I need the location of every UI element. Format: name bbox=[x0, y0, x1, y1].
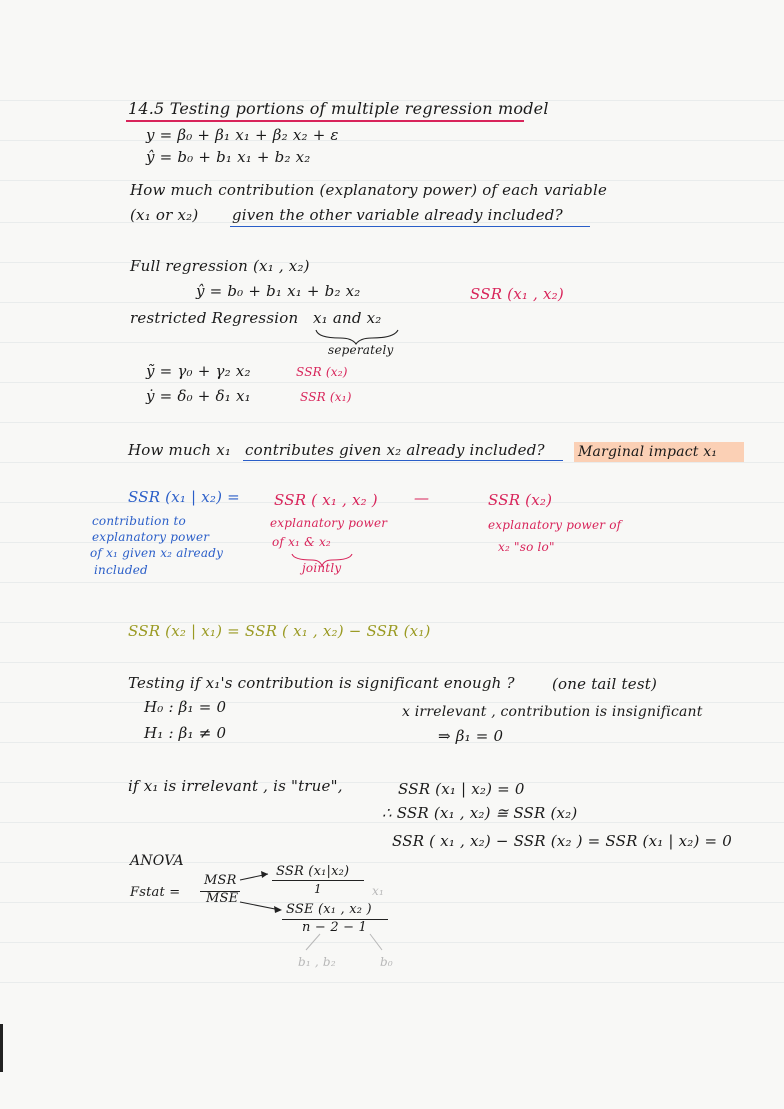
test-tail: (one tail test) bbox=[552, 675, 658, 693]
restricted-eq2-ssr: SSR (x₁) bbox=[300, 390, 352, 404]
population-model: y = β₀ + β₁ x₁ + β₂ x₂ + ε bbox=[146, 126, 339, 144]
decomp-right: SSR (x₂) bbox=[488, 491, 553, 509]
irrelevant-line1: SSR (x₁ | x₂) = 0 bbox=[398, 780, 525, 798]
decomp-lhs-note3: of x₁ given x₂ already bbox=[90, 546, 224, 560]
decomp-right-note2: x₂ "so lo" bbox=[498, 540, 555, 554]
anova-den-den: n − 2 − 1 bbox=[302, 920, 368, 935]
anova-foot1: b₁ , b₂ bbox=[298, 955, 336, 969]
full-regression-eq: ŷ = b₀ + b₁ x₁ + b₂ x₂ bbox=[196, 282, 361, 300]
olive-equation: SSR (x₂ | x₁) = SSR ( x₁ , x₂) − SSR (x₁) bbox=[128, 622, 431, 640]
test-implies: ⇒ β₁ = 0 bbox=[438, 727, 504, 745]
decomp-mid-note1: explanatory power bbox=[270, 516, 388, 530]
irrelevant-line2: ∴ SSR (x₁ , x₂) ≅ SSR (x₂) bbox=[382, 804, 578, 822]
marginal-impact-tag: Marginal impact x₁ bbox=[578, 444, 718, 460]
arrow-line bbox=[306, 934, 320, 950]
page-edge-mark bbox=[0, 1024, 3, 1072]
irrelevant-line3: SSR ( x₁ , x₂) − SSR (x₂ ) = SSR (x₁ | x₂) = 0 bbox=[392, 832, 733, 850]
question-line2b: given the other variable already included? bbox=[232, 206, 563, 224]
arrow-head bbox=[274, 906, 282, 913]
anova-num: SSR (x₁|x₂) bbox=[276, 864, 350, 879]
test-h0-note: x irrelevant , contribution is insignificant bbox=[402, 704, 703, 720]
anova-mse: MSE bbox=[206, 891, 239, 906]
anova-fstat: Fstat = bbox=[130, 885, 181, 900]
anova-num-side: x₁ bbox=[372, 884, 384, 898]
test-h0: H₀ : β₁ = 0 bbox=[144, 698, 227, 716]
decomp-minus: — bbox=[414, 489, 430, 507]
restricted-label: restricted Regression bbox=[130, 309, 299, 327]
section-heading: 14.5 Testing portions of multiple regression model bbox=[128, 99, 549, 118]
restricted-eq2: ẏ = δ₀ + δ₁ x₁ bbox=[146, 387, 251, 405]
restricted-eq1-ssr: SSR (x₂) bbox=[296, 365, 348, 379]
decomp-lhs-note4: included bbox=[94, 563, 148, 577]
marginal-question-a: How much x₁ bbox=[128, 441, 232, 459]
restricted-eq1: ỹ = γ₀ + γ₂ x₂ bbox=[146, 362, 251, 380]
full-regression-label: Full regression (x₁ , x₂) bbox=[130, 257, 310, 275]
restricted-vars: x₁ and x₂ bbox=[313, 309, 382, 327]
full-ssr: SSR (x₁ , x₂) bbox=[470, 285, 564, 303]
decomp-lhs: SSR (x₁ | x₂) = bbox=[128, 488, 240, 506]
anova-title: ANOVA bbox=[130, 853, 184, 869]
decomp-mid-note2: of x₁ & x₂ bbox=[272, 535, 331, 549]
decomp-right-note1: explanatory power of bbox=[488, 518, 622, 532]
marginal-question-b: contributes given x₂ already included? bbox=[245, 441, 545, 459]
decomp-mid-note3: jointly bbox=[302, 561, 342, 575]
test-title: Testing if x₁'s contribution is significant enough ? bbox=[128, 674, 515, 692]
anova-foot2: b₀ bbox=[380, 955, 393, 969]
anova-den: SSE (x₁ , x₂ ) bbox=[286, 902, 372, 917]
seperately-note: seperately bbox=[328, 343, 394, 357]
arrow-line bbox=[370, 934, 382, 950]
question-line2a: (x₁ or x₂) bbox=[130, 206, 199, 224]
marginal-underline bbox=[243, 460, 563, 461]
question-line1: How much contribution (explanatory power) of each variable bbox=[130, 181, 608, 199]
test-h1: H₁ : β₁ ≠ 0 bbox=[144, 724, 227, 742]
brace-mark bbox=[316, 330, 398, 344]
irrelevant-lead: if x₁ is irrelevant , is "true", bbox=[128, 777, 343, 795]
anova-msr: MSR bbox=[204, 873, 237, 888]
anova-num-den: 1 bbox=[314, 882, 322, 896]
decomp-lhs-note2: explanatory power bbox=[92, 530, 210, 544]
fraction-bar bbox=[272, 880, 364, 881]
estimated-model: ŷ = b₀ + b₁ x₁ + b₂ x₂ bbox=[146, 148, 311, 166]
decomp-mid: SSR ( x₁ , x₂ ) bbox=[274, 491, 378, 509]
arrow-head bbox=[261, 871, 268, 878]
decomp-lhs-note1: contribution to bbox=[92, 514, 186, 528]
